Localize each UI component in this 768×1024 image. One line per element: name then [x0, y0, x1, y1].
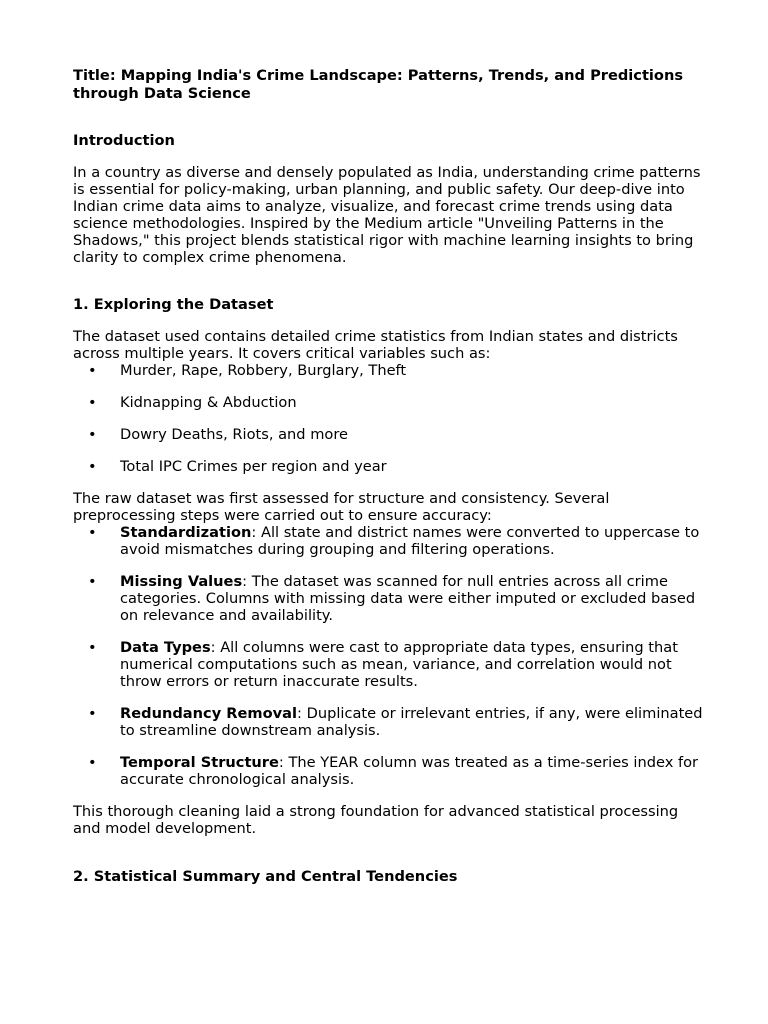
step-description: : Duplicate or irrelevant entries, if any, were eliminated to streamline downstream analysis. [120, 705, 703, 739]
section-2-heading: 2. Statistical Summary and Central Tendencies [73, 868, 458, 885]
closing-paragraph: This thorough cleaning laid a strong foundation for advanced statistical processing and model development. [73, 803, 679, 837]
bullet-icon: • [88, 573, 97, 590]
step-term: Standardization [120, 524, 252, 541]
document-title: Title: Mapping India's Crime Landscape: Patterns, Trends, and Predictions through Data Science [73, 67, 684, 102]
bullet-icon: • [88, 524, 97, 541]
introduction-heading: Introduction [73, 132, 175, 149]
list-item [73, 458, 703, 475]
list-item [73, 524, 703, 558]
list-item-text: Murder, Rape, Robbery, Burglary, Theft [120, 362, 407, 379]
bullet-icon: • [88, 639, 97, 656]
step-term: Data Types [120, 639, 211, 656]
list-item [73, 705, 703, 739]
preprocessing-intro-paragraph: The raw dataset was first assessed for structure and consistency. Several preprocessing steps were carried out to ensure accuracy: [73, 490, 610, 524]
step-description: : The YEAR column was treated as a time-series index for accurate chronological analysis. [120, 754, 699, 788]
bullet-icon: • [88, 426, 97, 443]
list-item [73, 639, 703, 690]
section-1-paragraph: The dataset used contains detailed crime statistics from Indian states and districts across multiple years. It covers critical variables such as: [73, 328, 678, 362]
section-1-heading: 1. Exploring the Dataset [73, 296, 274, 313]
list-item [73, 362, 703, 379]
introduction-paragraph: In a country as diverse and densely populated as India, understanding crime patterns is essential for policy-making, urban planning, and public safety. Our deep-dive into Indian crime data aims to analyze, visualize, and forecast crime trends using data science methodologies. Inspired by the Medium article "Unveiling Patterns in the Shadows," this project blends statistical rigor with machine learning insights to bring clarity to complex crime phenomena. [73, 164, 701, 266]
preprocessing-steps-list [73, 524, 703, 788]
step-term: Redundancy Removal [120, 705, 298, 722]
crime-variables-list [73, 362, 703, 475]
step-description: : The dataset was scanned for null entries across all crime categories. Columns with missing data were either imputed or excluded based on relevance and availability. [120, 573, 696, 624]
list-item [73, 754, 703, 788]
list-item-text: Total IPC Crimes per region and year [120, 458, 387, 475]
bullet-icon: • [88, 394, 97, 411]
list-item [73, 394, 703, 411]
bullet-icon: • [88, 705, 97, 722]
document-page [73, 67, 703, 885]
list-item-text: Kidnapping & Abduction [120, 394, 297, 411]
step-description: : All state and district names were converted to uppercase to avoid mismatches during grouping and filtering operations. [120, 524, 700, 558]
bullet-icon: • [88, 362, 97, 379]
bullet-icon: • [88, 458, 97, 475]
step-term: Missing Values [120, 573, 243, 590]
step-description: : All columns were cast to appropriate data types, ensuring that numerical computations such as mean, variance, and correlation would not throw errors or return inaccurate results. [120, 639, 678, 690]
bullet-icon: • [88, 754, 97, 771]
list-item [73, 426, 703, 443]
step-term: Temporal Structure [120, 754, 279, 771]
list-item [73, 573, 703, 624]
list-item-text: Dowry Deaths, Riots, and more [120, 426, 349, 443]
